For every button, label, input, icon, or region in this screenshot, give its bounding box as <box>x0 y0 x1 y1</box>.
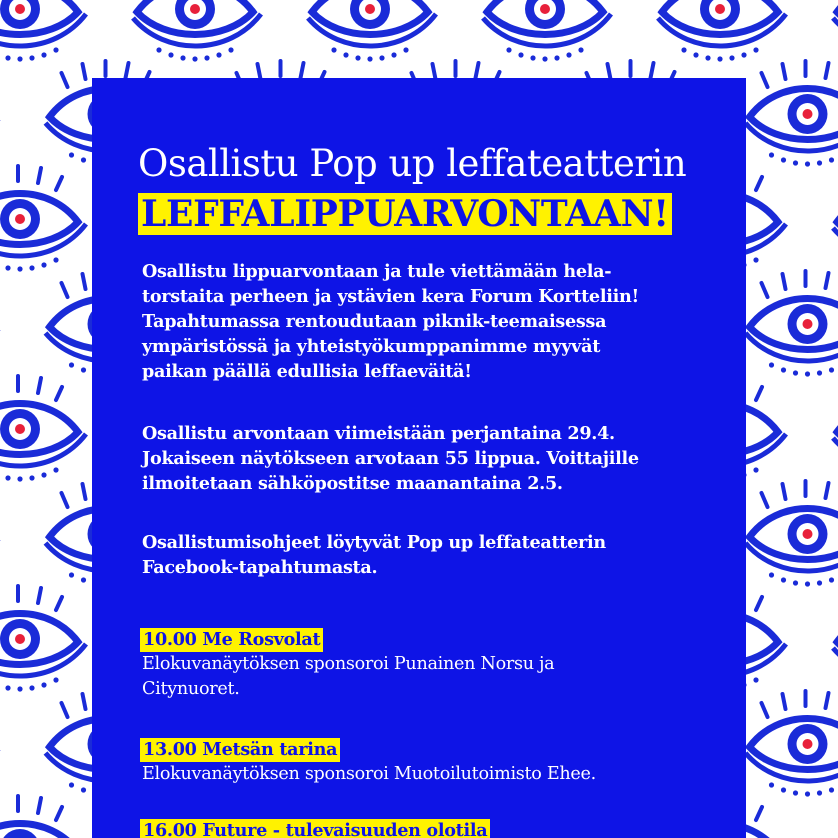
intro-paragraph <box>142 259 732 384</box>
eye-icon <box>0 166 86 272</box>
eye-icon <box>0 796 86 838</box>
eye-icon <box>833 0 838 62</box>
eye-icon <box>483 0 611 62</box>
eye-icon <box>833 166 838 272</box>
screening-item <box>140 738 740 787</box>
eye-icon <box>833 376 838 482</box>
eye-icon <box>746 691 838 797</box>
screening-description <box>140 652 740 702</box>
screening-description <box>140 762 740 787</box>
text-line: Citynuoret. <box>142 679 240 699</box>
instructions-paragraph <box>142 530 732 580</box>
eye-icon <box>658 0 786 62</box>
text-line: Facebook-tapahtumasta. <box>142 557 378 578</box>
eye-icon <box>308 0 436 62</box>
text-line: Osallistu lippuarvontaan ja tule viettämään hela- <box>142 261 612 282</box>
screening-item <box>140 819 740 838</box>
text-line: Elokuvanäytöksen sponsoroi Muotoilutoimisto Ehee. <box>142 764 596 784</box>
text-line: ympäristössä ja yhteistyökumppanimme myyvät <box>142 336 601 357</box>
text-line: ilmoitetaan sähköpostitse maanantaina 2.5. <box>142 473 563 494</box>
eye-icon <box>0 586 86 692</box>
eye-icon <box>133 0 261 62</box>
eye-icon <box>746 271 838 377</box>
text-line: Osallistumisohjeet löytyvät Pop up leffateatterin <box>142 532 606 553</box>
eye-icon <box>746 481 838 587</box>
eye-icon <box>0 376 86 482</box>
eye-icon <box>833 586 838 692</box>
screening-item <box>140 628 740 702</box>
screening-time-title: 16.00 Future - tulevaisuuden olotila <box>140 819 490 838</box>
info-panel <box>92 78 746 838</box>
text-line: Osallistu arvontaan viimeistään perjantaina 29.4. <box>142 423 615 444</box>
text-line: Elokuvanäytöksen sponsoroi Punainen Norsu ja <box>142 654 555 674</box>
screening-time-title: 10.00 Me Rosvolat <box>140 628 323 652</box>
poster-headline: LEFFALIPPUARVONTAAN! <box>138 193 672 235</box>
eye-icon <box>833 796 838 838</box>
eye-icon <box>0 0 86 62</box>
text-line: Tapahtumassa rentoudutaan piknik-teemaisessa <box>142 311 607 332</box>
eye-icon <box>746 61 838 167</box>
poster-title: Osallistu Pop up leffateatterin <box>138 142 687 185</box>
text-line: torstaita perheen ja ystävien kera Forum Kortteliin! <box>142 286 639 307</box>
deadline-paragraph <box>142 421 732 496</box>
text-line: Jokaiseen näytökseen arvotaan 55 lippua. Voittajille <box>142 448 639 469</box>
text-line: paikan päällä edullisia leffaeväitä! <box>142 361 472 382</box>
screening-time-title: 13.00 Metsän tarina <box>140 738 340 762</box>
